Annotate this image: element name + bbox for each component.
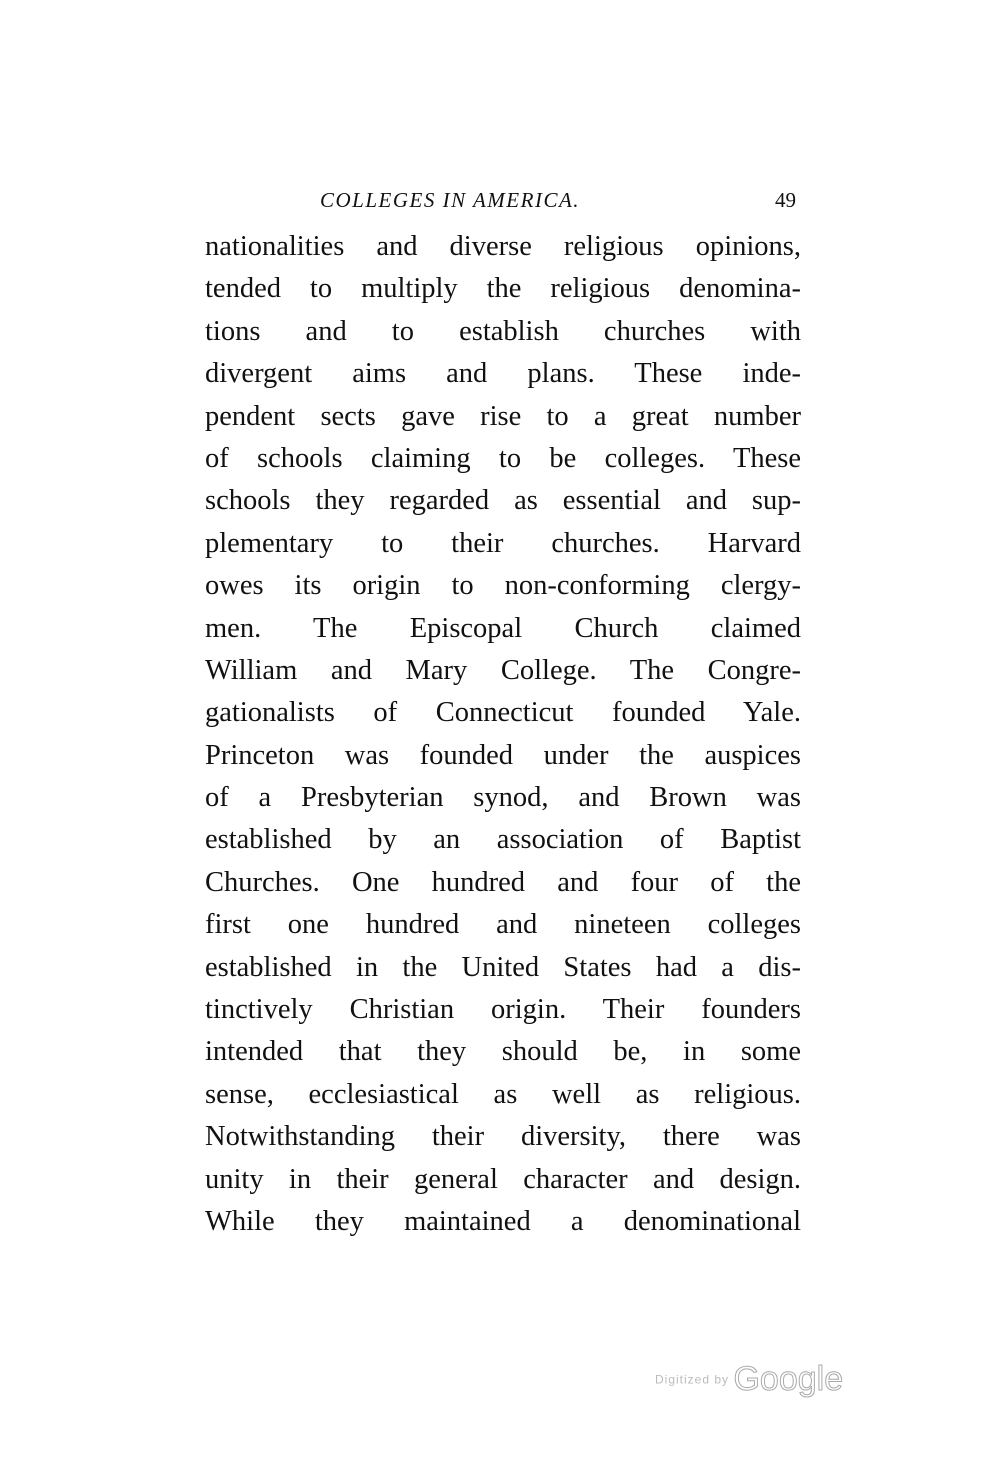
watermark-brand: Google: [733, 1360, 844, 1398]
text-line: pendent sects gave rise to a great number: [205, 400, 801, 432]
text-line: men. The Episcopal Church claimed: [205, 612, 801, 644]
page-number: 49: [775, 188, 796, 212]
body-text: [205, 226, 801, 1243]
text-line: Notwithstanding their diversity, there was: [205, 1121, 801, 1153]
text-line: Princeton was founded under the auspices: [205, 739, 801, 771]
text-line: William and Mary College. The Congre-: [205, 654, 801, 686]
running-title: COLLEGES IN AMERICA.: [320, 188, 581, 212]
text-line: tions and to establish churches with: [205, 315, 801, 347]
text-line: tinctively Christian origin. Their founders: [205, 994, 801, 1026]
text-line: established by an association of Baptist: [205, 824, 801, 856]
text-line: While they maintained a denominational: [205, 1205, 801, 1237]
text-line: unity in their general character and design.: [205, 1163, 801, 1195]
text-line: of schools claiming to be colleges. These: [205, 442, 801, 474]
text-line: nationalities and diverse religious opinions,: [205, 231, 801, 262]
text-line: gationalists of Connecticut founded Yale.: [205, 697, 801, 729]
digitized-by-google-watermark: [655, 1360, 843, 1399]
text-line: tended to multiply the religious denomina-: [205, 273, 801, 305]
text-line: established in the United States had a dis-: [205, 951, 801, 983]
text-line: divergent aims and plans. These inde-: [205, 358, 801, 390]
text-line: owes its origin to non-conforming clergy-: [205, 570, 801, 602]
running-header: [320, 188, 800, 222]
text-line: sense, ecclesiastical as well as religious.: [205, 1078, 801, 1110]
text-line: schools they regarded as essential and sup-: [205, 485, 801, 517]
text-line: of a Presbyterian synod, and Brown was: [205, 782, 801, 814]
text-line: Churches. One hundred and four of the: [205, 866, 801, 898]
watermark-prefix: Digitized by: [655, 1372, 730, 1387]
text-line: plementary to their churches. Harvard: [205, 527, 801, 559]
text-line: first one hundred and nineteen colleges: [205, 909, 801, 941]
text-line: intended that they should be, in some: [205, 1036, 801, 1068]
